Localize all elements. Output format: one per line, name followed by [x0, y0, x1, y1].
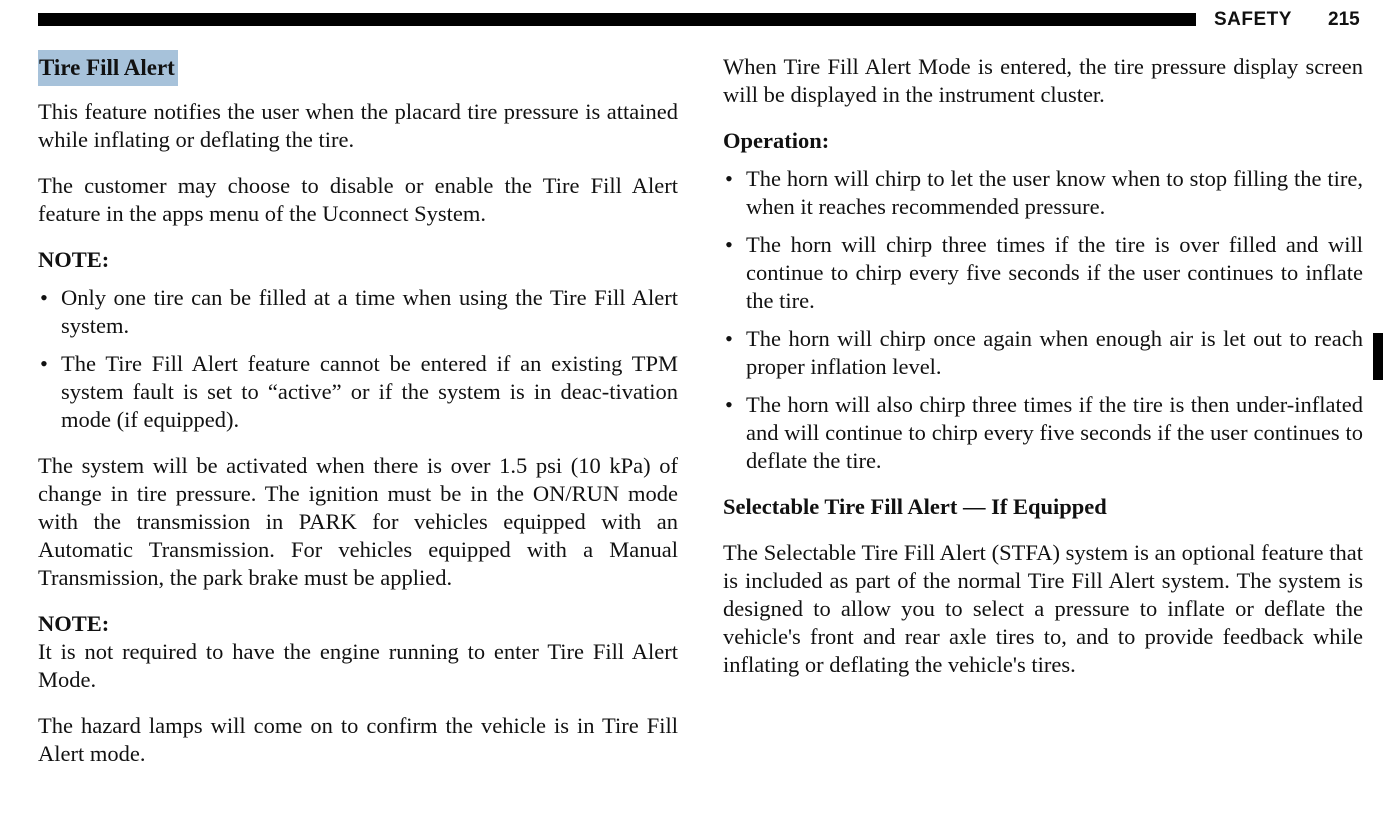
hazard-lamps-paragraph: The hazard lamps will come on to confirm the vehicle is in Tire Fill Alert mode.: [38, 713, 678, 766]
stfa-heading: Selectable Tire Fill Alert — If Equipped: [723, 494, 1107, 519]
section-title: Tire Fill Alert: [38, 50, 178, 86]
list-item: [723, 391, 1363, 475]
note-heading: NOTE:: [38, 611, 110, 636]
note-bullet-list: [38, 284, 678, 434]
list-item-text: The horn will also chirp three times if the tire is then under-inflated and will continue to chirp every five seconds if the user continues to deflate the tire.: [746, 392, 1363, 473]
note-heading: NOTE:: [38, 247, 110, 272]
mode-entered-paragraph: When Tire Fill Alert Mode is entered, the tire pressure display screen will be displayed in the instrument cluster.: [723, 54, 1363, 107]
right-column: [723, 53, 1363, 697]
stfa-paragraph: The Selectable Tire Fill Alert (STFA) system is an optional feature that is included as part of the normal Tire Fill Alert system. The system is designed to allow you to select a pressure to inflate or deflate the vehicle's front and rear axle tires to, and to provide feedback while inflating or deflating the vehicle's tires.: [723, 540, 1363, 677]
bullet-icon: •: [725, 392, 733, 417]
list-item-text: Only one tire can be filled at a time when using the Tire Fill Alert system.: [61, 285, 678, 338]
list-item: [723, 165, 1363, 221]
bullet-icon: •: [40, 351, 48, 376]
list-item-text: The horn will chirp three times if the tire is over filled and will continue to chirp every five seconds if the user continues to inflate the tire.: [746, 232, 1363, 313]
bullet-icon: •: [725, 166, 733, 191]
list-item: [38, 350, 678, 434]
list-item: [723, 231, 1363, 315]
running-header-section: SAFETY: [1214, 9, 1292, 30]
bullet-icon: •: [725, 232, 733, 257]
bullet-icon: •: [725, 326, 733, 351]
left-column: [38, 50, 678, 786]
note-paragraph: It is not required to have the engine running to enter Tire Fill Alert Mode.: [38, 639, 678, 692]
page-number: 215: [1328, 9, 1360, 30]
disable-enable-paragraph: The customer may choose to disable or enable the Tire Fill Alert feature in the apps menu of the Uconnect System.: [38, 173, 678, 226]
list-item-text: The Tire Fill Alert feature cannot be entered if an existing TPM system fault is set to “active” or if the system is in deac-tivation mode (if equipped).: [61, 351, 678, 432]
operation-bullet-list: [723, 165, 1363, 475]
chapter-thumb-tab: [1373, 333, 1383, 380]
list-item-text: The horn will chirp to let the user know when to stop filling the tire, when it reaches recommended pressure.: [746, 166, 1363, 219]
bullet-icon: •: [40, 285, 48, 310]
list-item: [38, 284, 678, 340]
activation-paragraph: The system will be activated when there is over 1.5 psi (10 kPa) of change in tire pressure. The ignition must be in the ON/RUN mode with the transmission in PARK for vehicles equipped with an Automatic Transmission. For vehicles equipped with a Manual Transmission, the park brake must be applied.: [38, 453, 678, 590]
header-rule: [38, 13, 1196, 26]
list-item-text: The horn will chirp once again when enough air is let out to reach proper inflation level.: [746, 326, 1363, 379]
operation-heading: Operation:: [723, 128, 830, 153]
list-item: [723, 325, 1363, 381]
intro-paragraph: This feature notifies the user when the placard tire pressure is attained while inflating or deflating the tire.: [38, 99, 678, 152]
